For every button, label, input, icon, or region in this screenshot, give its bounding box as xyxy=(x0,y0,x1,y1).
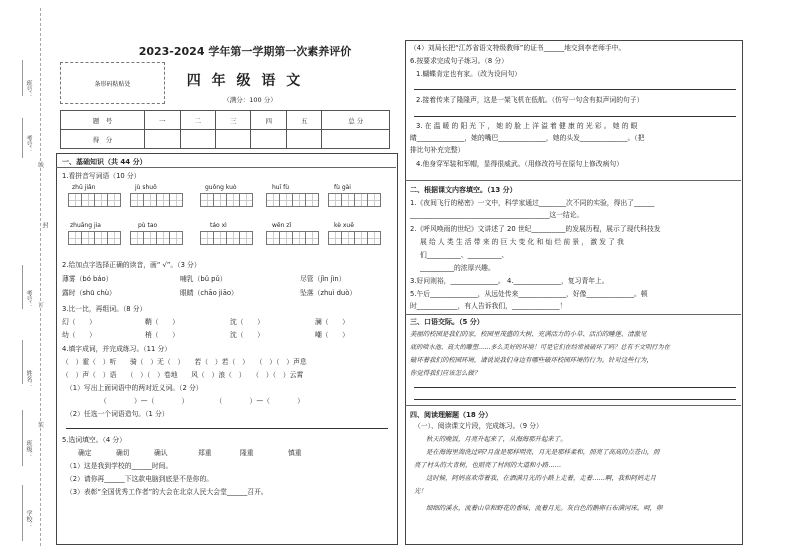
binding-line xyxy=(22,340,23,384)
char-grid[interactable] xyxy=(68,231,120,245)
q4-sub2: （2）任选一个词语造句。（1 分） xyxy=(66,410,169,418)
r-q6-3a: 3. 在 温 暖 的 阳 光 下 ， 她 的 脸 上 洋 溢 着 健 康 的 光 彩 。 她 的 眼 xyxy=(416,122,638,130)
q3-item[interactable]: 幼（ ） xyxy=(62,331,96,339)
s3-text: 你觉得我们应该怎么做？ xyxy=(410,369,481,377)
char-grid[interactable] xyxy=(200,231,252,245)
section-3-title: 三、口语交际。（5 分） xyxy=(410,318,484,326)
binding-line xyxy=(22,60,23,96)
r-q6-2: 2.接着传来了隆隆声，这是一架飞机在低航。（仿写一句含有拟声词的句子） xyxy=(416,96,644,104)
q2-title: 2.给加点字选择正确的读音，画“ √”。（3 分） xyxy=(62,261,201,269)
pinyin: zhū jiǎn xyxy=(72,184,96,191)
q3-item[interactable]: 沈（ ） xyxy=(230,331,264,339)
q3-item[interactable]: 嘲（ ） xyxy=(315,331,349,339)
s4-1: （一）、阅读课文片段，完成练习。（9 分） xyxy=(414,422,543,430)
answer-line[interactable] xyxy=(414,387,736,388)
passage-line: 这时候，阿妈喜欢带着我，在洒满月光的小路上走着，走着……啊，我和阿妈走月 xyxy=(426,474,657,482)
pinyin: kè xuē xyxy=(334,222,354,229)
score-table xyxy=(60,110,390,149)
q5-word: 确认 xyxy=(154,449,168,457)
q2-option[interactable]: 坠落（zhuì duò） xyxy=(300,289,357,297)
r-q4[interactable]: （4）刘局长把“江苏省语文特级教师”的证书______地交到李老师手中。 xyxy=(410,44,626,52)
q4-title: 4.填字成词，并完成练习。（11 分） xyxy=(62,345,172,353)
r-q6-3b[interactable]: 睛______________，她的嘴巴______________，她的头发______________。（把 xyxy=(410,134,645,142)
q4-row[interactable]: （ ）声（ ）语 （ ）（ ）卷地 风（ ）浪（ ） （ ）（ ）云霄 xyxy=(62,371,304,379)
q5-sentence[interactable]: （3）表彰“全国优秀工作者”的大会在北京人民大会堂______召开。 xyxy=(66,488,268,496)
s2-5b[interactable]: 时____________，有人告诉我们，______________！ xyxy=(410,302,567,310)
divider xyxy=(405,405,741,406)
q5-word: 隆重 xyxy=(240,449,254,457)
score-input-cell[interactable] xyxy=(180,130,215,149)
pinyin: fù gài xyxy=(334,184,351,191)
pinyin: táo xì xyxy=(210,222,227,229)
binding-mark-line: 线 xyxy=(38,162,45,169)
q5-title: 5.选词填空。（4 分） xyxy=(62,436,126,444)
binding-label-name: 姓名： xyxy=(25,370,32,388)
r-q6-3c: 排比句补充完整） xyxy=(410,146,465,154)
q3-item[interactable]: 幻（ ） xyxy=(62,318,96,326)
score-table-header-row xyxy=(61,111,390,130)
q4-sub1: （1）写出上面词语中的两对近义词。（2 分） xyxy=(66,384,203,392)
char-grid[interactable] xyxy=(68,193,120,207)
score-table-score-row xyxy=(61,130,390,149)
binding-line xyxy=(22,265,23,309)
char-grid[interactable] xyxy=(130,231,182,245)
passage-line: 秋天的晚饭，月亮升起来了，从海海那升起来了。 xyxy=(426,435,567,443)
char-grid[interactable] xyxy=(130,193,182,207)
score-input-cell[interactable] xyxy=(145,130,180,149)
score-input-cell[interactable] xyxy=(322,130,390,149)
answer-line[interactable] xyxy=(66,428,388,429)
s2-5a[interactable]: 5.午后______________，从远处传来______________，好像______________。顿 xyxy=(410,290,648,298)
score-cell: 三 xyxy=(216,111,251,130)
q3-title: 3.比一比，再组词。（8 分） xyxy=(62,305,147,313)
binding-label-class-no: 班号： xyxy=(25,80,32,98)
score-cell: 四 xyxy=(251,111,286,130)
binding-label-class: 班级： xyxy=(25,440,32,458)
answer-line[interactable] xyxy=(414,116,736,117)
s2-3[interactable]: 3.好问则裕，______________。 4.______________，复习青年上。 xyxy=(410,277,609,285)
char-grid[interactable] xyxy=(328,231,380,245)
exam-title: 2023-2024 学年第一学期第一次素养评价 xyxy=(138,45,352,58)
pinyin: zhuāng jia xyxy=(70,222,101,229)
score-cell: 二 xyxy=(180,111,215,130)
q3-item[interactable]: 鞘（ ） xyxy=(145,318,179,326)
q5-word: 确切 xyxy=(116,449,130,457)
section-4-title: 四、阅读理解题（18 分） xyxy=(410,411,493,419)
divider xyxy=(405,314,741,315)
pinyin: huī fù xyxy=(272,184,290,191)
score-cell: 得 分 xyxy=(61,130,145,149)
char-grid[interactable] xyxy=(266,193,318,207)
section-1-title: 一、基础知识（共 44 分） xyxy=(62,158,147,166)
q2-option[interactable]: 薄雾（bó báo） xyxy=(62,275,113,283)
q5-sentence[interactable]: （2）请你再______下这款电脑到底是不是你的。 xyxy=(66,475,214,483)
section-2-title: 二、根据课文内容填空。（13 分） xyxy=(410,186,517,194)
r-q6-4: 4.他身穿军装和军帽，显得很威武。（用修改符号在原句上修改病句） xyxy=(416,160,623,168)
score-input-cell[interactable] xyxy=(216,130,251,149)
char-grid[interactable] xyxy=(266,231,318,245)
score-cell: 一 xyxy=(145,111,180,130)
s2-2d[interactable]: __________的浓厚兴趣。 xyxy=(420,264,495,272)
r-q6-1: 1.蝴蝶肯定也有家。（改为设问句） xyxy=(416,70,522,78)
s2-2a[interactable]: 2.《呼风唤雨的世纪》文讲述了 20 世纪__________的发展历程，展示了现代科技发 xyxy=(410,225,661,233)
answer-line[interactable] xyxy=(414,89,736,90)
pinyin: jù shuō xyxy=(135,184,157,191)
binding-dash-line xyxy=(40,8,41,546)
binding-line xyxy=(22,410,23,466)
pinyin: guǒng kuò xyxy=(205,184,237,191)
q5-sentence[interactable]: （1）这是我到学校的______时间。 xyxy=(66,462,173,470)
passage-line: 是在海海里淘洗过吗?月盘是那样明亮，月光是那样柔和，照亮了高高的点苍山，照 xyxy=(426,448,660,456)
char-grid[interactable] xyxy=(200,193,252,207)
subject-title: 四 年 级 语 文 xyxy=(186,73,304,89)
binding-label-exam-no: 考号： xyxy=(25,135,32,153)
s2-1a[interactable]: 1.《夜间飞行的秘密》一文中，科学家通过________次不同的实验，得出了______ xyxy=(410,199,655,207)
q4-row[interactable]: （ ）霍（ ）听 骑（ ）无（ ） 若（ ）若（ ） （ ）（ ）声息 xyxy=(62,358,307,366)
q2-option[interactable]: 哺乳（bǔ pǔ） xyxy=(180,275,227,283)
q1-title: 1.看拼音写词语（10 分） xyxy=(62,172,141,180)
passage-line: 细细的溪水，流着山草和野花的香味，流着月光。灰白色的鹅卵石布满河床。呵，卵 xyxy=(426,504,663,512)
s3-text: 美丽的校园是我们的家，校园里茂盛的大树、充满活力的小草、活泊的睡莲、清澈见 xyxy=(410,330,647,338)
r-q6-title: 6.按要求完成句子练习。（8 分） xyxy=(410,57,508,65)
q5-word: 慎重 xyxy=(288,449,302,457)
pinyin: pù tao xyxy=(138,222,158,229)
score-cell: 题 号 xyxy=(61,111,145,130)
divider xyxy=(56,167,396,168)
s2-2b: 展 给 人 类 生 活 带 来 的 巨 大 变 化 和 灿 烂 前 景 ， 激 发 了 我 xyxy=(420,238,624,246)
barcode-area: 条形码粘贴处 xyxy=(60,62,165,104)
char-grid[interactable] xyxy=(328,193,380,207)
q2-option[interactable]: 尽管（jǐn jìn） xyxy=(300,275,346,283)
s2-2c[interactable]: 们__________、__________、 xyxy=(420,251,509,259)
binding-label-school: 学校： xyxy=(25,510,32,528)
binding-label-exam-no-2: 考号： xyxy=(25,290,32,308)
answer-line[interactable] xyxy=(414,399,736,400)
q2-option[interactable]: 眼睛（chāo jiāo） xyxy=(180,289,238,297)
score-input-cell[interactable] xyxy=(286,130,321,149)
q5-word: 郑重 xyxy=(198,449,212,457)
s2-1b[interactable]: _________________________________________这一结论。 xyxy=(410,211,584,219)
passage-line: 亮了村头的大青树，也照亮了村间的大道和小路…… xyxy=(414,461,561,469)
binding-mark-order: 订 xyxy=(38,302,45,309)
s3-text: 底的喷水池、高大的雕塑……多么美好的环境！可是它们在经常被破坏了吗？总有不文明行为在 xyxy=(410,344,670,351)
score-cell: 五 xyxy=(286,111,321,130)
q3-item[interactable]: 澜（ ） xyxy=(315,318,349,326)
q2-option[interactable]: 露时（shū chù） xyxy=(62,289,116,297)
passage-line: 光！ xyxy=(414,487,427,495)
score-input-cell[interactable] xyxy=(251,130,286,149)
q4-sub1-answer[interactable]: （ ）—（ ） （ ）—（ ） xyxy=(100,397,304,405)
binding-line xyxy=(22,485,23,541)
q5-word: 确定 xyxy=(78,449,92,457)
binding-mark-bind: 装 xyxy=(38,422,45,429)
q3-item[interactable]: 沈（ ） xyxy=(230,318,264,326)
full-score: （满分：100 分） xyxy=(223,96,277,104)
divider xyxy=(405,180,741,181)
binding-label-seal: 封 xyxy=(41,222,48,228)
score-cell: 总 分 xyxy=(322,111,390,130)
pinyin: wēn zǐ xyxy=(272,222,292,229)
q3-item[interactable]: 梢（ ） xyxy=(145,331,179,339)
binding-line xyxy=(22,118,23,158)
s3-text: 破坏着我们的校园环境，请说说我们身边有哪些破坏校园环境的行为。针对这些行为， xyxy=(410,356,653,364)
